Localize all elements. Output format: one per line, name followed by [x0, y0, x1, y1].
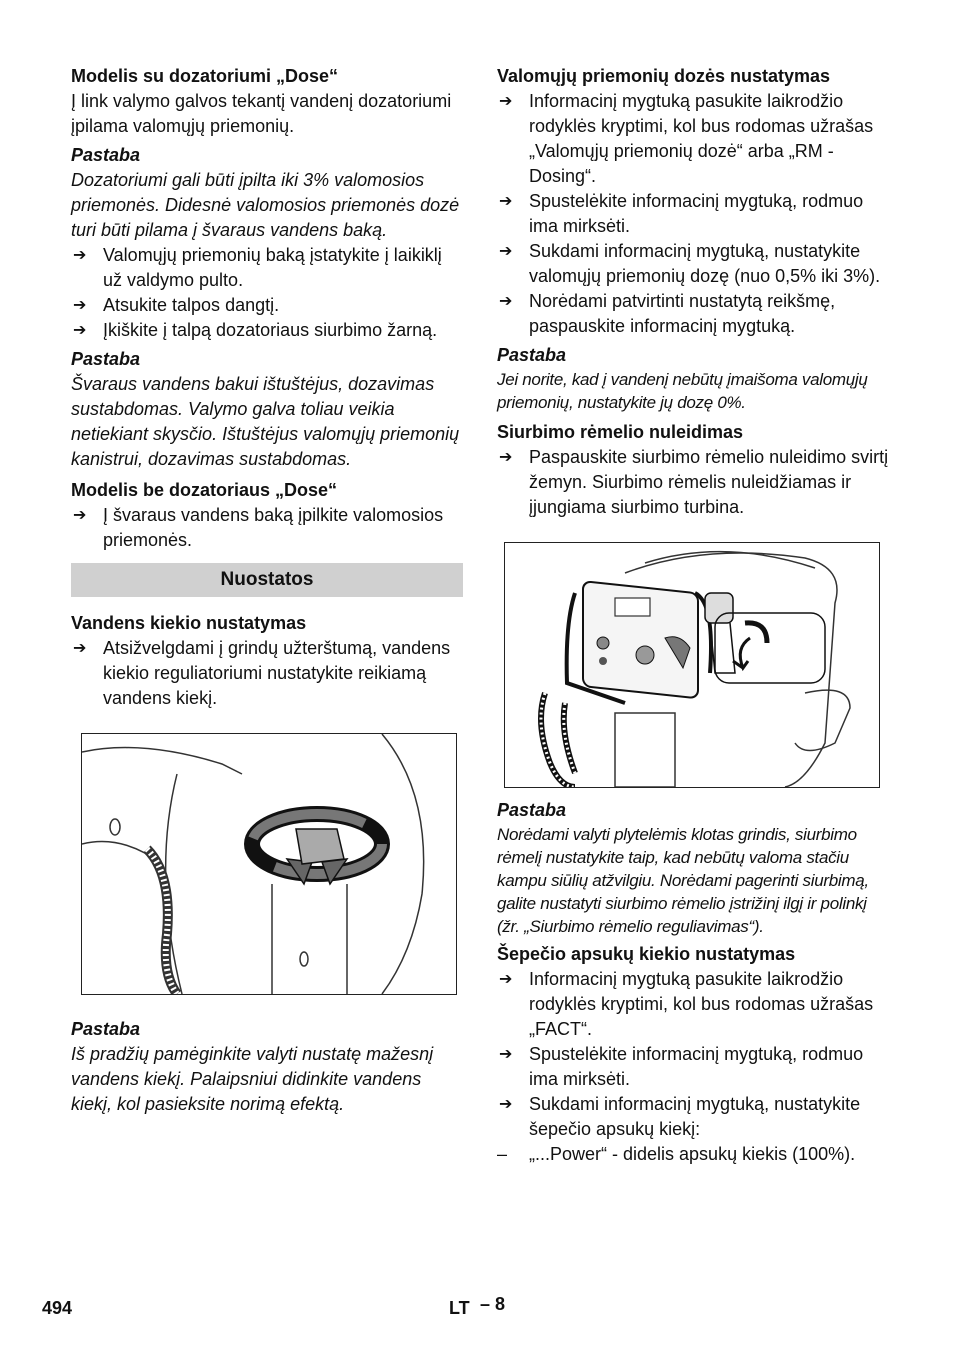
- sub-page-number: – 8: [480, 1294, 506, 1314]
- step-item: ➔ Atsižvelgdami į grindų užterštumą, vandens kiekio reguliatoriumi nustatykite reikiamą vandens kiekį.: [73, 638, 451, 708]
- step-item: ➔ Atsukite talpos dangtį.: [71, 293, 463, 318]
- step-item: ➔ Informacinį mygtuką pasukite laikrodžio rodyklės kryptimi, kol bus rodomas užrašas „Valomųjų priemonių dozė“ arba „RM - Dosing“.: [499, 91, 874, 186]
- dash-item: – „...Power“ - didelis apsukų kiekis (100%).: [497, 1142, 889, 1167]
- dash-bullet: –: [497, 1144, 508, 1164]
- step-list: [497, 967, 889, 1142]
- dash-list: [497, 1142, 889, 1167]
- arrow-right-icon: ➔: [73, 322, 87, 339]
- language-code: LT: [449, 1298, 470, 1318]
- step-item: ➔ Informacinį mygtuką pasukite laikrodžio rodyklės kryptimi, kol bus rodomas užrašas „FACT“.: [499, 969, 874, 1039]
- note-text: Švaraus vandens bakui ištuštėjus, dozavimas sustabdomas. Valymo galva toliau veikia netiekiant skysčio. Ištuštėjus valomųjų priemonių kanistrui, dozavimas sustabdomas.: [71, 374, 460, 469]
- arrow-right-icon: ➔: [499, 971, 513, 988]
- arrow-right-icon: ➔: [499, 193, 513, 210]
- step-list: [71, 636, 463, 711]
- arrow-right-icon: ➔: [499, 293, 513, 310]
- step-item: ➔ Į švaraus vandens baką įpilkite valomosios priemonės.: [73, 505, 444, 550]
- note-title: Pastaba: [497, 800, 567, 820]
- note-text: Jei norite, kad į vandenį nebūtų įmaišoma valomųjų priemonių, nustatykite jų dozę 0%.: [497, 370, 868, 412]
- step-item: ➔ Valomųjų priemonių baką įstatykite į laikiklį už valdymo pulto.: [73, 245, 442, 290]
- note-title: Pastaba: [71, 1019, 141, 1039]
- figure-water-knob: [81, 733, 457, 995]
- page-number: 494: [42, 1298, 73, 1318]
- step-list: [71, 503, 463, 553]
- note-text: Norėdami valyti plytelėmis klotas grindis, siurbimo rėmelį nustatykite taip, kad nebūtų valoma stačiu kampu siūlių atžvilgiu. Norėdami pagerinti siurbimą, galite nustatyti siurbimo rėmelio įstrižinį ilgį ir polinkį (žr. „Siurbimo rėmelio reguliavimas“).: [497, 825, 869, 936]
- note-title: Pastaba: [497, 345, 567, 365]
- step-list: [71, 243, 463, 343]
- machine-control-panel-illustration: [505, 543, 879, 787]
- step-list: [497, 89, 889, 339]
- section-heading-no-dose-model: Modelis be dozatoriaus „Dose“: [71, 480, 338, 500]
- arrow-right-icon: ➔: [73, 640, 87, 657]
- arrow-right-icon: ➔: [499, 93, 513, 110]
- arrow-right-icon: ➔: [73, 247, 87, 264]
- step-item: ➔ Sukdami informacinį mygtuką, nustatykite valomųjų priemonių dozę (nuo 0,5% iki 3%).: [499, 241, 881, 286]
- arrow-right-icon: ➔: [499, 243, 513, 260]
- step-item: ➔ Įkiškite į talpą dozatoriaus siurbimo žarną.: [71, 318, 463, 343]
- water-regulator-illustration: [82, 734, 456, 994]
- arrow-right-icon: ➔: [73, 507, 87, 524]
- section-heading-brush-speed: Šepečio apsukų kiekio nustatymas: [497, 944, 796, 964]
- section-heading-squeegee-lowering: Siurbimo rėmelio nuleidimas: [497, 422, 744, 442]
- step-item: ➔ Norėdami patvirtinti nustatytą reikšmę, paspauskite informacinį mygtuką.: [499, 291, 836, 336]
- paragraph-dose-intro: Į link valymo galvos tekantį vandenį dozatoriumi įpilama valomųjų priemonių.: [71, 91, 452, 136]
- arrow-right-icon: ➔: [499, 1046, 513, 1063]
- note-text: Iš pradžių pamėginkite valyti nustatę mažesnį vandens kiekį. Palaipsniui didinkite vandens kiekį, kol pasieksite norimą efektą.: [71, 1044, 434, 1114]
- step-list: [497, 445, 889, 520]
- step-item: ➔ Spustelėkite informacinį mygtuką, rodmuo ima mirksėti.: [499, 1044, 864, 1089]
- section-heading-dose-model: Modelis su dozatoriumi „Dose“: [71, 66, 339, 86]
- figure-squeegee-lever: [504, 542, 880, 788]
- right-column: [497, 64, 889, 1167]
- note-title: Pastaba: [71, 349, 141, 369]
- arrow-right-icon: ➔: [499, 449, 513, 466]
- note-text: Dozatoriumi gali būti įpilta iki 3% valomosios priemonės. Didesnė valomosios priemonės dozė turi būti pilama į švaraus vandens baką.: [71, 170, 460, 240]
- section-bar-settings: Nuostatos: [71, 563, 463, 597]
- note-title: Pastaba: [71, 145, 141, 165]
- section-heading-dose-setting: Valomųjų priemonių dozės nustatymas: [497, 66, 831, 86]
- step-item: ➔ Paspauskite siurbimo rėmelio nuleidimo svirtį žemyn. Siurbimo rėmelis nuleidžiamas ir įjungiama siurbimo turbina.: [499, 447, 889, 517]
- step-item: ➔ Sukdami informacinį mygtuką, nustatykite šepečio apsukų kiekį:: [499, 1094, 861, 1139]
- step-item: ➔ Spustelėkite informacinį mygtuką, rodmuo ima mirksėti.: [499, 191, 864, 236]
- section-heading-water-amount: Vandens kiekio nustatymas: [71, 613, 307, 633]
- arrow-right-icon: ➔: [73, 297, 87, 314]
- arrow-right-icon: ➔: [499, 1096, 513, 1113]
- left-column: [71, 64, 463, 1117]
